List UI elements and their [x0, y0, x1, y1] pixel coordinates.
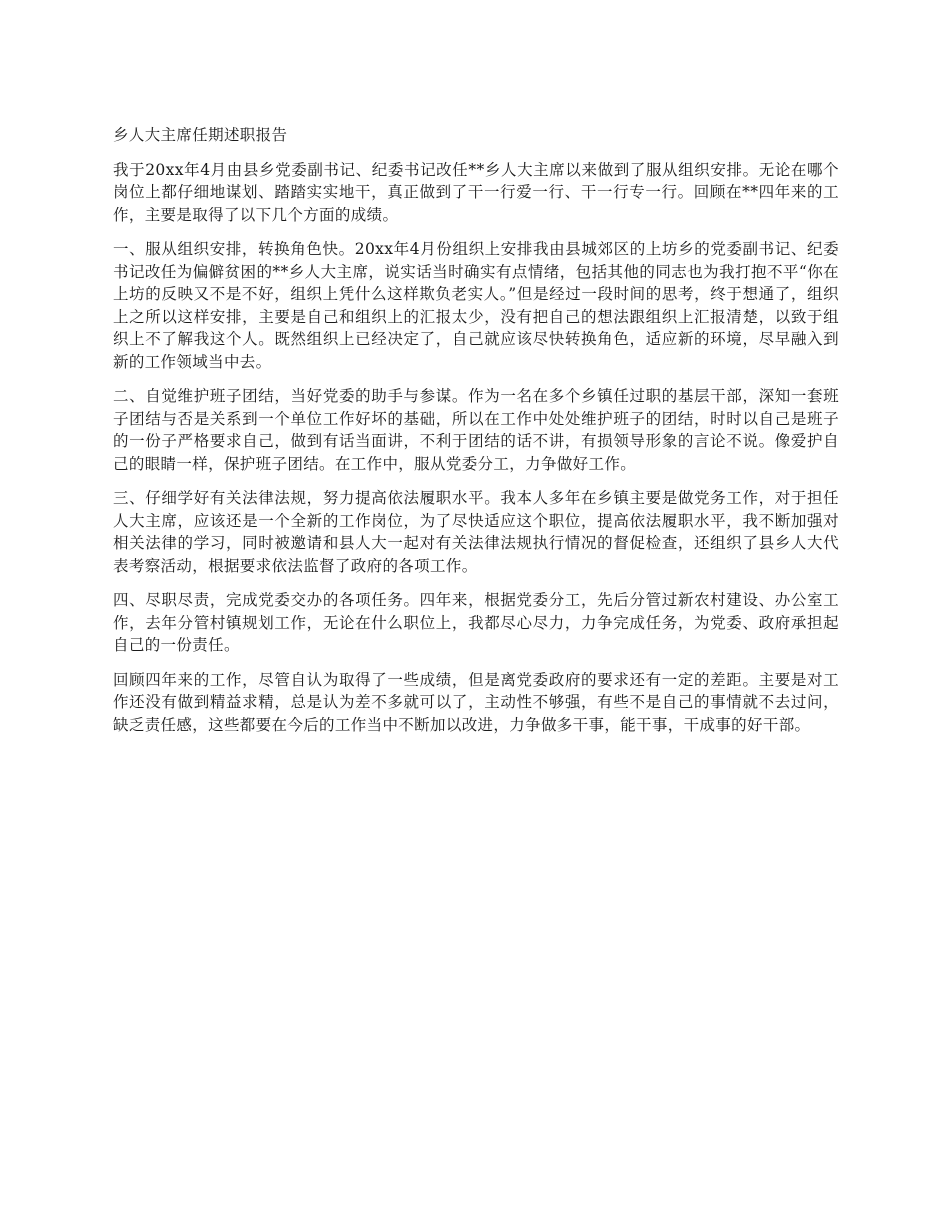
paragraph-intro: 我于20xx年4月由县乡党委副书记、纪委书记改任**乡人大主席以来做到了服从组织安排。无论在哪个岗位上都仔细地谋划、踏踏实实地干，真正做到了干一行爱一行、干一行专一行。回顾在**四年来的工作，主要是取得了以下几个方面的成绩。 [113, 160, 839, 224]
paragraph-section-4: 四、尽职尽责，完成党委交办的各项任务。四年来，根据党委分工，先后分管过新农村建设、办公室工作，去年分管村镇规划工作，无论在什么职位上，我都尽心尽力，力争完成任务，为党委、政府承担起自己的一份责任。 [113, 591, 839, 654]
paragraph-conclusion: 回顾四年来的工作，尽管自认为取得了一些成绩，但是离党委政府的要求还有一定的差距。主要是对工作还没有做到精益求精，总是认为差不多就可以了，主动性不够强，有些不是自己的事情就不去过问，缺乏责任感，这些都要在今后的工作当中不断加以改进，力争做多干事，能干事，干成事的好干部。 [113, 670, 839, 734]
paragraph-section-3: 三、仔细学好有关法律法规，努力提高依法履职水平。我本人多年在乡镇主要是做党务工作，对于担任人大主席，应该还是一个全新的工作岗位，为了尽快适应这个职位，提高依法履职水平，我不断加强对相关法律的学习，同时被邀请和县人大一起对有关法律法规执行情况的督促检查，还组织了县乡人大代表考察活动，根据要求依法监督了政府的各项工作。 [113, 489, 839, 575]
document-page [113, 124, 839, 748]
paragraph-section-2: 二、自觉维护班子团结，当好党委的助手与参谋。作为一名在多个乡镇任过职的基层干部，深知一套班子团结与否是关系到一个单位工作好坏的基础，所以在工作中处处维护班子的团结，时时以自己是班子的一份子严格要求自己，做到有话当面讲，不利于团结的话不讲，有损领导形象的言论不说。像爱护自己的眼睛一样，保护班子团结。在工作中，服从党委分工，力争做好工作。 [113, 387, 839, 473]
paragraph-section-1: 一、服从组织安排，转换角色快。20xx年4月份组织上安排我由县城郊区的上坊乡的党委副书记、纪委书记改任为偏僻贫困的**乡人大主席，说实话当时确实有点情绪，包括其他的同志也为我打抱不平“你在上坊的反映又不是不好，组织上凭什么这样欺负老实人。”但是经过一段时间的思考，终于想通了，组织上之所以这样安排，主要是自己和组织上的汇报太少，没有把自己的想法跟组织上汇报清楚，以致于组织上不了解我这个人。既然组织上已经决定了，自己就应该尽快转换角色，适应新的环境，尽早融入到新的工作领域当中去。 [113, 240, 839, 371]
document-title: 乡人大主席任期述职报告 [113, 126, 288, 144]
